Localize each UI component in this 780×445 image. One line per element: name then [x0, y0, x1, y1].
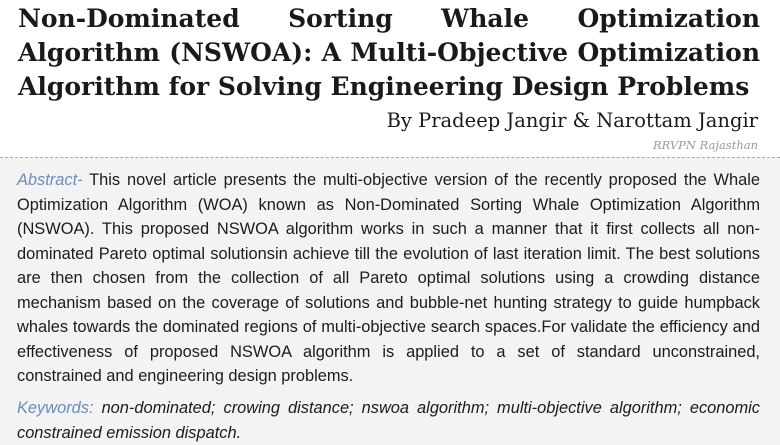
keywords-label: Keywords:: [17, 399, 94, 417]
author-affiliation: RRVPN Rajasthan: [652, 138, 758, 152]
keywords-text: non-dominated; crowing distance; nswoa algorithm; multi-objective algorithm; economic constrained emission dispatch.: [17, 399, 760, 442]
abstract-paragraph: [17, 168, 760, 389]
paper-authors: By Pradeep Jangir & Narottam Jangir: [386, 109, 758, 132]
abstract-section: [0, 157, 780, 445]
abstract-text: This novel article presents the multi-objective version of the recently proposed the Whale Optimization Algorithm (WOA) known as Non-Dominated Sorting Whale Optimization Algorithm (NSWOA). This proposed NSWOA algorithm works in such a manner that it first collects all non-dominated Pareto optimal solutionsin achieve till the evolution of last iteration limit. The best solutions are then chosen from the collection of all Pareto optimal solutions using a crowding distance mechanism based on the coverage of solutions and bubble-net hunting strategy to guide humpback whales towards the dominated regions of multi-objective search spaces.For validate the efficiency and effectiveness of proposed NSWOA algorithm is applied to a set of standard unconstrained, constrained and engineering design problems.: [17, 171, 760, 385]
abstract-label: Abstract-: [17, 171, 83, 189]
keywords-paragraph: [17, 396, 760, 445]
paper-title: Non-Dominated Sorting Whale Optimization Algorithm (NSWOA): A Multi-Objective Optimization Algorithm for Solving Engineering Design Problems: [18, 4, 760, 101]
